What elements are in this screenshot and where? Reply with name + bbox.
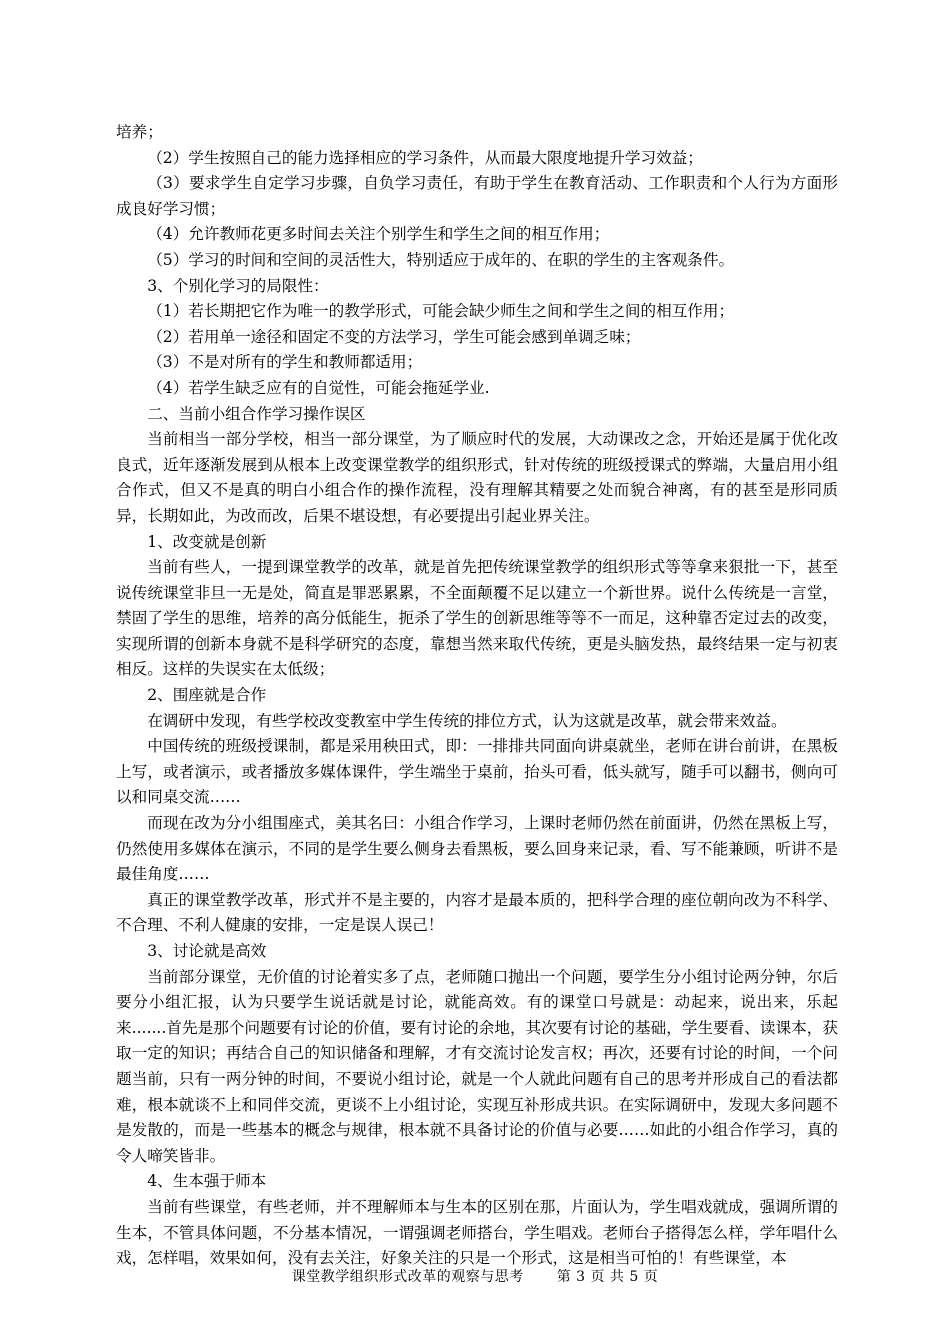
paragraph: （5）学习的时间和空间的灵活性大，特别适应于成年的、在职的学生的主客观条件。 <box>147 250 735 269</box>
paragraph: 真正的课堂教学改革，形式并不是主要的，内容才是最本质的，把科学合理的座位朝向改为不科学、不合理、不利人健康的安排，一定是误人误己！ <box>116 890 838 935</box>
page-number: 第 3 页 共 5 页 <box>556 1269 659 1285</box>
paragraph: （3）要求学生自定学习步骤，自负学习责任，有助于学生在教育活动、工作职责和个人行为方面形成良好学习惯； <box>116 174 838 218</box>
paragraph: 中国传统的班级授课制，都是采用秧田式，即：一排排共同面向讲桌就坐，老师在讲台前讲，在黑板上写，或者演示，或者播放多媒体课件，学生端坐于桌前，抬头可看，低头就写，随手可以翻书，侧向可以和同桌交流…… <box>116 737 838 807</box>
paragraph: （2）学生按照自己的能力选择相应的学习条件，从而最大限度地提升学习效益； <box>147 148 703 167</box>
section-heading: 2、围座就是合作 <box>147 686 267 705</box>
paragraph: 当前相当一部分学校，相当一部分课堂，为了顺应时代的发展，大动课改之念，开始还是属于优化改良式，近年逐渐发展到从根本上改变课堂教学的组织形式，针对传统的班级授课式的弊端，大量启用小组合作式，但又不是真的明白小组合作的操作流程，没有理解其精要之处而貌合神离，有的甚至是形同质异，长期如此，为改而改，后果不堪设想，有必要提出引起业界关注。 <box>116 430 838 525</box>
section-heading: 二、当前小组合作学习操作误区 <box>147 404 366 423</box>
document-body <box>116 120 838 1272</box>
paragraph: 而现在改为分小组围座式，美其名曰：小组合作学习，上课时老师仍然在前面讲，仍然在黑板上写，仍然使用多媒体在演示，不同的是学生要么侧身去看黑板，要么回身来记录，看、写不能兼顾，听讲不是最佳角度…… <box>116 814 838 884</box>
section-heading: 3、个别化学习的局限性： <box>147 276 329 295</box>
section-heading: 3、讨论就是高效 <box>147 942 267 960</box>
paragraph: （2）若用单一途径和固定不变的方法学习，学生可能会感到单调乏味； <box>147 327 641 346</box>
paragraph: （4）若学生缺乏应有的自觉性，可能会拖延学业. <box>147 378 490 397</box>
section-heading: 1、改变就是创新 <box>147 532 267 551</box>
paragraph: 当前有些课堂，有些老师，并不理解师本与生本的区别在那，片面认为，学生唱戏就成，强调所谓的生本，不管具体问题，不分基本情况，一谓强调老师搭台，学生唱戏。老师台子搭得怎么样，学年唱什么戏，怎样唱，效果如何，没有去关注，好象关注的只是一个形式，这是相当可怕的！有些课堂，本 <box>116 1197 838 1268</box>
paragraph: （1）若长期把它作为唯一的教学形式，可能会缺少师生之间和学生之间的相互作用； <box>147 302 735 321</box>
paragraph: 当前有些人，一提到课堂教学的改革，就是首先把传统课堂教学的组织形式等等拿来狠批一下，甚至说传统课堂非旦一无是处，简直是罪恶累累，不全面颠覆不足以建立一个新世界。说什么传统是一言堂，禁固了学生的思维，培养的高分低能生，扼杀了学生的创新思维等等不一而足，这种靠否定过去的改变，实现所谓的创新本身就不是科学研究的态度，靠想当然来取代传统，更是头脑发热，最终结果一定与初衷相反。这样的失误实在太低级； <box>116 558 838 679</box>
paragraph: （4）允许教师花更多时间去关注个别学生和学生之间的相互作用； <box>147 225 610 244</box>
footer-title: 课堂教学组织形式改革的观察与思考 <box>291 1269 524 1285</box>
page-footer <box>0 1266 950 1286</box>
paragraph: 当前部分课堂，无价值的讨论着实多了点，老师随口抛出一个问题，要学生分小组讨论两分钟，尔后要分小组汇报，认为只要学生说话就是讨论，就能高效。有的课堂口号就是：动起来，说出来，乐起来.......首先是那个问题要有讨论的价值，要有讨论的余地，其次要有讨论的基础，学生要看、读课本，获取一定的知识；再结合自己的知识储备和理解，才有交流讨论发言权；再次，还要有讨论的时间，一个问题当前，只有一两分钟的时间，不要说小组讨论，就是一个人就此问题有自己的思考并形成自己的看法都难，根本就谈不上和同伴交流，更谈不上小组讨论，实现互补形成共识。在实际调研中，发现大多问题不是发散的，而是一些基本的概念与规律，根本就不具备讨论的价值与必要……如此的小组合作学习，真的令人啼笑皆非。 <box>116 967 838 1165</box>
paragraph: 在调研中发现，有些学校改变教室中学生传统的排位方式，认为这就是改革，就会带来效益。 <box>147 711 787 730</box>
paragraph: 培养； <box>116 123 163 141</box>
section-heading: 4、生本强于师本 <box>147 1172 267 1191</box>
paragraph: （3）不是对所有的学生和教师都适用； <box>147 353 423 372</box>
